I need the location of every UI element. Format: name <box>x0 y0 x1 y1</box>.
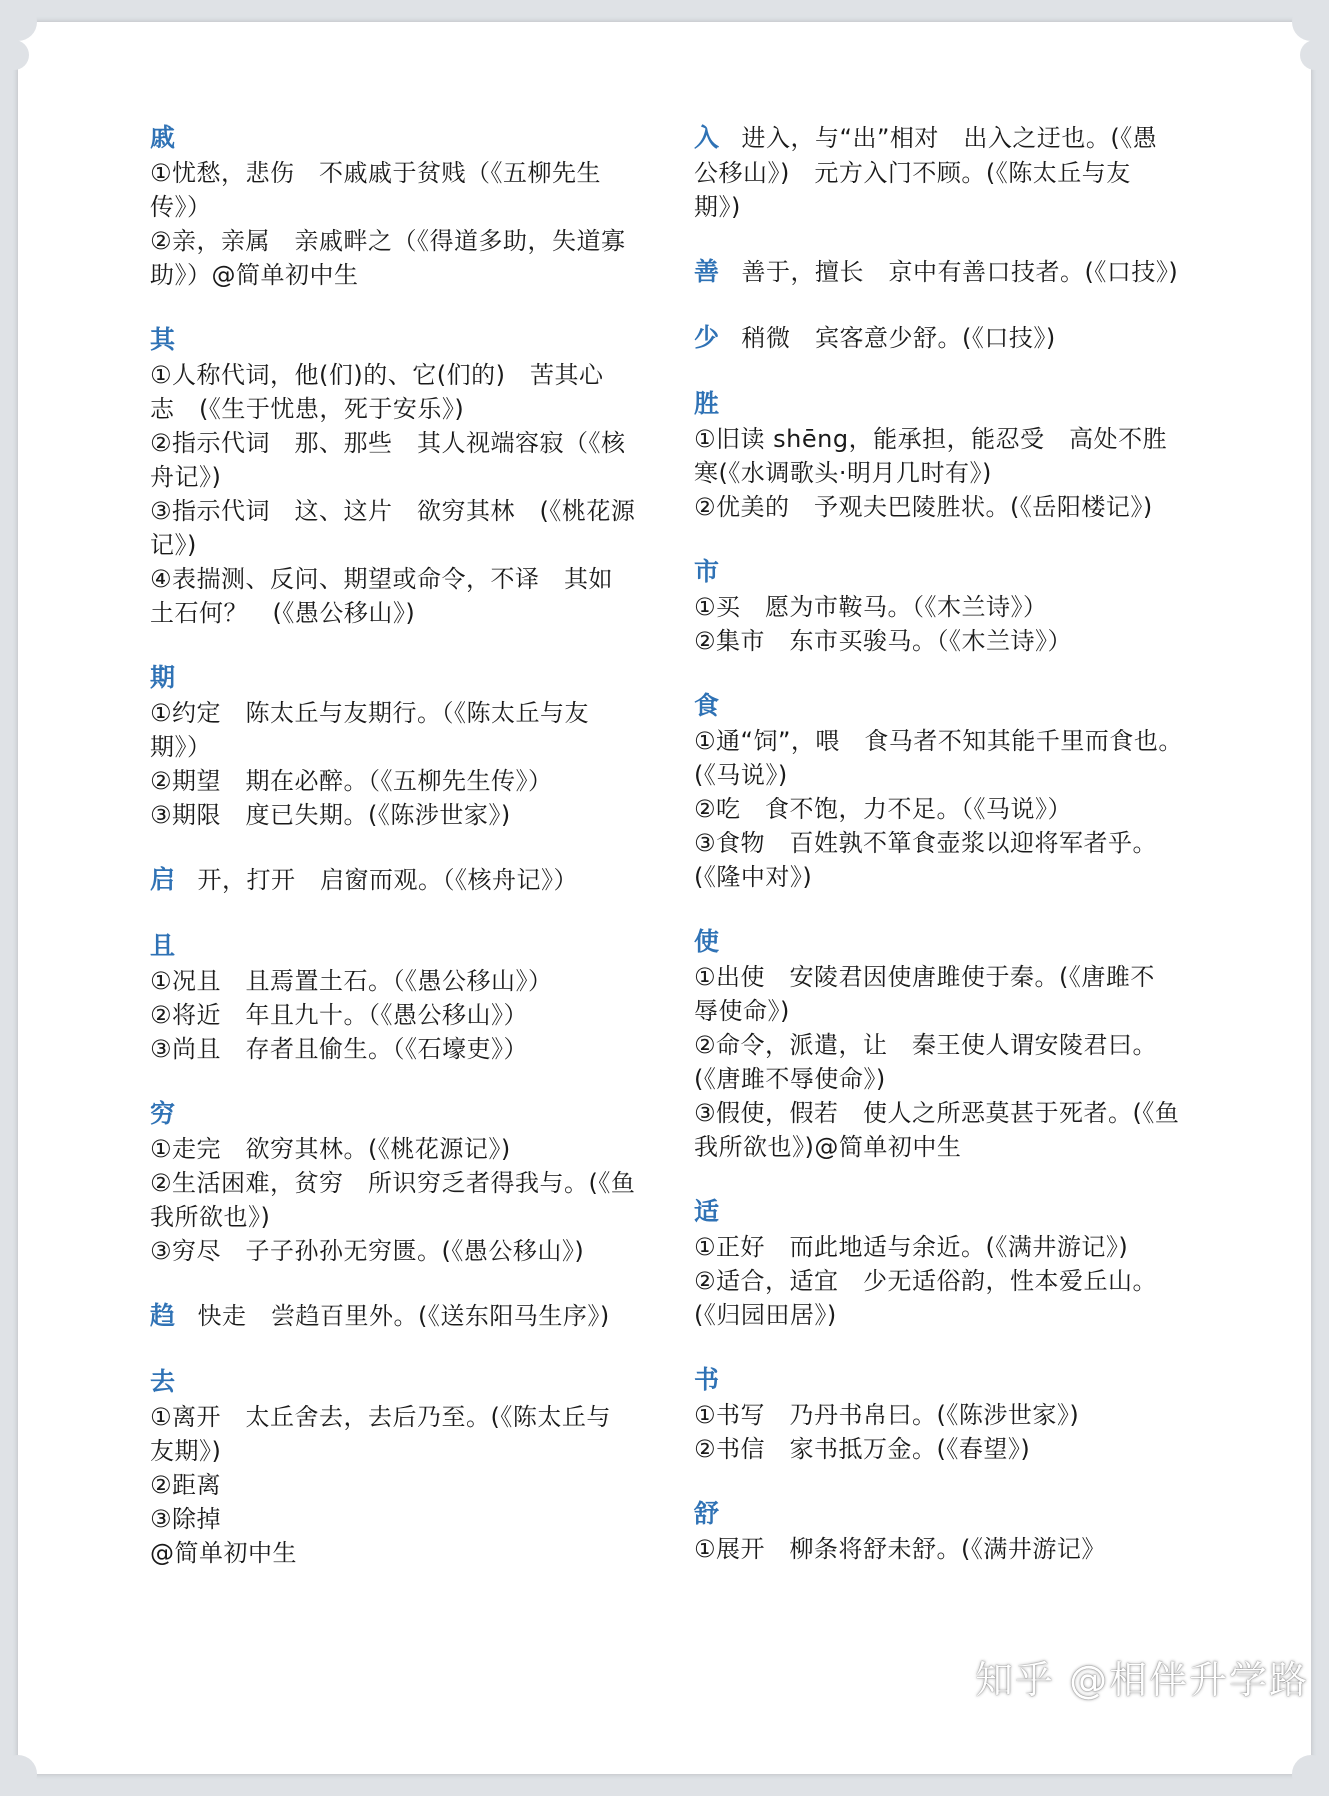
definition-line: ①通“饲”，喂 食马者不知其能千里而食也。 <box>694 727 1183 755</box>
definition-line: ②亲，亲属 亲戚畔之（《得道多助，失道寡 <box>150 227 626 255</box>
vocab-entry <box>694 1362 1204 1466</box>
definition-line: ③假使，假若 使人之所恶莫甚于死者。(《鱼 <box>694 1099 1180 1127</box>
definition-text: 善于，擅长 京中有善口技者。(《口技》) <box>741 258 1179 286</box>
vocab-entry <box>694 254 1204 290</box>
vocab-entry <box>694 554 1204 658</box>
definition-line: 志 (《生于忧患，死于安乐》) <box>150 395 465 423</box>
definition-line: 记》) <box>150 531 197 559</box>
vocab-entry <box>694 688 1204 894</box>
entry-character: 善 <box>694 257 720 286</box>
vocab-entry <box>150 862 660 898</box>
entry-character: 书 <box>694 1365 720 1394</box>
definition-line: ①买 愿为市鞍马。（《木兰诗》） <box>694 593 1048 621</box>
entry-line <box>150 862 660 898</box>
left-column <box>150 120 660 1600</box>
definition-line: 期》) <box>694 193 741 221</box>
definition-line: ③穷尽 子子孙孙无穷匮。(《愚公移山》) <box>150 1237 585 1265</box>
entry-character: 启 <box>150 865 176 894</box>
corner-notch <box>0 3 37 41</box>
corner-notch <box>0 1755 37 1793</box>
entry-character: 戚 <box>150 123 176 152</box>
definition-line: ①忧愁，悲伤 不戚戚于贫贱（《五柳先生 <box>150 159 602 187</box>
definition-line: ④表揣测、反问、期望或命令，不译 其如 <box>150 565 614 593</box>
vocab-entry <box>694 320 1204 356</box>
definition-text: 进入，与“出”相对 出入之迂也。(《愚 <box>741 124 1158 152</box>
definition-line: (《马说》) <box>694 761 788 789</box>
definition-line: ②距离 <box>150 1471 222 1499</box>
definition-line: ②吃 食不饱，力不足。（《马说》） <box>694 795 1073 823</box>
definition-line: @简单初中生 <box>150 1539 297 1567</box>
vocab-entry <box>150 1298 660 1334</box>
definition-line: ③指示代词 这、这片 欲穷其林 (《桃花源 <box>150 497 636 525</box>
vocab-entry <box>150 928 660 1066</box>
definition-line: ②指示代词 那、那些 其人视端容寂（《核 <box>150 429 626 457</box>
edge-notch <box>1300 40 1329 70</box>
definition-line: ①书写 乃丹书帛曰。(《陈涉世家》) <box>694 1401 1080 1429</box>
entry-line <box>694 320 1204 356</box>
definition-line: 寒(《水调歌头·明月几时有》) <box>694 459 992 487</box>
definition-line: ③食物 百姓孰不箪食壶浆以迎将军者乎。 <box>694 829 1158 857</box>
definition-line: ①约定 陈太丘与友期行。（《陈太丘与友 <box>150 699 590 727</box>
corner-notch <box>1292 3 1329 41</box>
entry-line <box>694 120 1204 156</box>
vocab-entry <box>150 322 660 630</box>
definition-line: ①出使 安陵君因使唐雎使于秦。(《唐雎不 <box>694 963 1155 991</box>
entry-character: 舒 <box>694 1499 720 1528</box>
definition-line: (《归园田居》) <box>694 1301 837 1329</box>
entry-character: 少 <box>694 323 720 352</box>
vocab-entry <box>694 924 1204 1164</box>
definition-line: ②适合，适宜 少无适俗韵，性本爱丘山。 <box>694 1267 1158 1295</box>
vocab-entry <box>694 120 1204 224</box>
corner-notch <box>1292 1755 1329 1793</box>
definition-line: 土石何？ (《愚公移山》) <box>150 599 416 627</box>
entry-character: 趋 <box>150 1301 176 1330</box>
definition-line: 我所欲也》) <box>150 1203 271 1231</box>
definition-line: ③尚且 存者且偷生。（《石壕吏》） <box>150 1035 529 1063</box>
entry-character: 入 <box>694 123 720 152</box>
definition-line: 助》）@简单初中生 <box>150 261 359 289</box>
vocab-entry <box>694 386 1204 524</box>
definition-line: ②命令，派遣，让 秦王使人谓安陵君曰。 <box>694 1031 1158 1059</box>
entry-character: 食 <box>694 691 720 720</box>
definition-line: ①展开 柳条将舒未舒。(《满井游记》 <box>694 1535 1106 1563</box>
entry-character: 且 <box>150 931 176 960</box>
definition-line: 期》） <box>150 733 212 761</box>
definition-line: ①旧读 shēng，能承担，能忍受 高处不胜 <box>694 425 1168 453</box>
entry-character: 使 <box>694 927 720 956</box>
definition-line: ①走完 欲穷其林。(《桃花源记》) <box>150 1135 511 1163</box>
definition-line: ②生活困难，贫穷 所识穷乏者得我与。(《鱼 <box>150 1169 636 1197</box>
vocab-entry <box>150 1096 660 1268</box>
entry-line <box>694 254 1204 290</box>
definition-line: 传》） <box>150 193 212 221</box>
definition-text: 开，打开 启窗而观。（《核舟记》） <box>197 866 579 894</box>
definition-line: (《唐雎不辱使命》) <box>694 1065 886 1093</box>
definition-line: ③除掉 <box>150 1505 222 1533</box>
entry-character: 穷 <box>150 1099 176 1128</box>
entry-character: 去 <box>150 1367 176 1396</box>
definition-line: ②集市 东市买骏马。（《木兰诗》） <box>694 627 1073 655</box>
definition-line: ③期限 度已失期。(《陈涉世家》) <box>150 801 511 829</box>
definition-line: ①况且 且焉置土石。（《愚公移山》） <box>150 967 553 995</box>
definition-text: 快走 尝趋百里外。(《送东阳马生序》) <box>197 1302 610 1330</box>
definition-line: ②期望 期在必醉。（《五柳先生传》） <box>150 767 553 795</box>
definition-line: ①正好 而此地适与余近。(《满井游记》) <box>694 1233 1129 1261</box>
entry-character: 期 <box>150 663 176 692</box>
definition-line: ②将近 年且九十。（《愚公移山》） <box>150 1001 529 1029</box>
vocab-entry <box>694 1496 1204 1566</box>
edge-notch <box>0 40 29 70</box>
entry-character: 胜 <box>694 389 720 418</box>
definition-line: 我所欲也》)@简单初中生 <box>694 1133 962 1161</box>
vocab-entry <box>150 120 660 292</box>
definition-line: 友期》) <box>150 1437 222 1465</box>
definition-line: ①人称代词，他(们)的、它(们的) 苦其心 <box>150 361 604 389</box>
vocab-entry <box>150 1364 660 1570</box>
definition-line: 舟记》) <box>150 463 222 491</box>
vocab-entry <box>150 660 660 832</box>
definition-line: (《隆中对》) <box>694 863 813 891</box>
watermark: 知乎 @相伴升学路 <box>975 1658 1310 1702</box>
definition-line: ①离开 太丘舍去，去后乃至。(《陈太丘与 <box>150 1403 611 1431</box>
definition-line: ②书信 家书抵万金。(《春望》) <box>694 1435 1031 1463</box>
right-column <box>694 120 1204 1596</box>
definition-line: ②优美的 予观夫巴陵胜状。(《岳阳楼记》) <box>694 493 1153 521</box>
entry-line <box>150 1298 660 1334</box>
entry-character: 市 <box>694 557 720 586</box>
entry-character: 其 <box>150 325 176 354</box>
definition-line: 公移山》) 元方入门不顾。(《陈太丘与友 <box>694 159 1131 187</box>
definition-line: 辱使命》) <box>694 997 790 1025</box>
vocab-entry <box>694 1194 1204 1332</box>
entry-character: 适 <box>694 1197 720 1226</box>
definition-text: 稍微 宾客意少舒。(《口技》) <box>741 324 1056 352</box>
